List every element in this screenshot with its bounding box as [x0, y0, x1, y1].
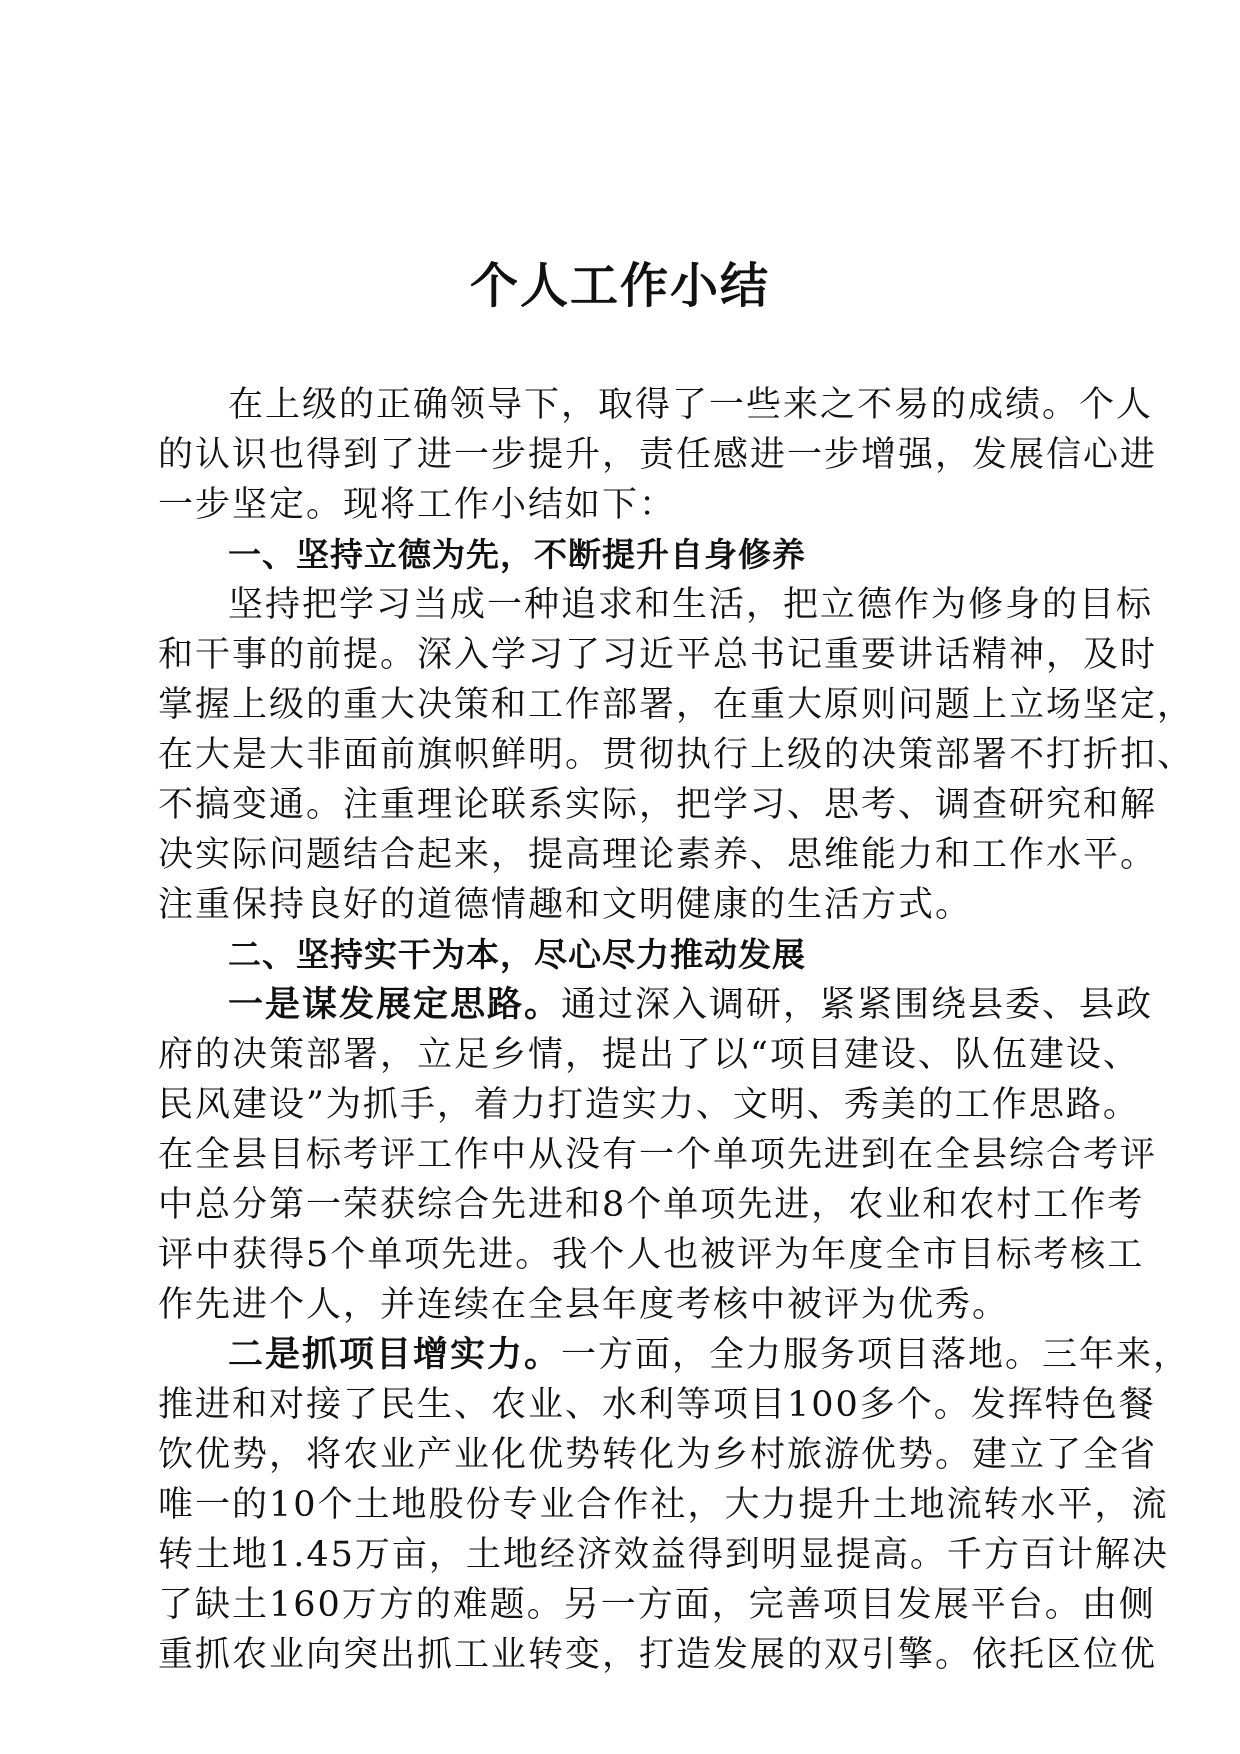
paragraph-line: 唯一的10个土地股份专业合作社，大力提升土地流转水平，流 — [158, 1485, 1169, 1525]
paragraph-line: 不搞变通。注重理论联系实际，把学习、思考、调查研究和解 — [158, 785, 1158, 825]
intro-line: 在上级的正确领导下，取得了一些来之不易的成绩。个人 — [228, 385, 1154, 425]
section-heading: 一、坚持立德为先，不断提升自身修养 — [228, 535, 806, 574]
paragraph-line: 府的决策部署，立足乡情，提出了以“项目建设、队伍建设、 — [158, 1035, 1140, 1075]
paragraph-lead: 二是抓项目增实力。 — [228, 1334, 562, 1375]
paragraph-line: 在大是大非面前旗帜鲜明。贯彻执行上级的决策部署不打折扣、 — [158, 735, 1195, 775]
paragraph-line: 了缺土160万方的难题。另一方面，完善项目发展平台。由侧 — [158, 1585, 1156, 1625]
intro-line: 的认识也得到了进一步提升，责任感进一步增强，发展信心进 — [158, 435, 1158, 475]
paragraph-text: 通过深入调研，紧紧围绕县委、县政 — [561, 985, 1154, 1025]
paragraph-line — [158, 980, 1154, 1030]
paragraph-text: 一方面，全力服务项目落地。三年来， — [561, 1335, 1191, 1375]
intro-line: 一步坚定。现将工作小结如下： — [158, 485, 677, 525]
paragraph-line: 重抓农业向突出抓工业转变，打造发展的双引擎。依托区位优 — [158, 1635, 1158, 1675]
paragraph-line: 在全县目标考评工作中从没有一个单项先进到在全县综合考评 — [158, 1135, 1158, 1175]
paragraph-line: 决实际问题结合起来，提高理论素养、思维能力和工作水平。 — [158, 835, 1158, 875]
section-heading: 二、坚持实干为本，尽心尽力推动发展 — [228, 935, 806, 974]
paragraph-line: 和干事的前提。深入学习了习近平总书记重要讲话精神，及时 — [158, 635, 1158, 675]
paragraph-line — [158, 1330, 1191, 1380]
paragraph-line: 推进和对接了民生、农业、水利等项目100多个。发挥特色餐 — [158, 1385, 1156, 1425]
paragraph-line: 民风建设”为抓手，着力打造实力、文明、秀美的工作思路。 — [158, 1085, 1140, 1125]
document-body — [158, 380, 1195, 1680]
paragraph-line: 作先进个人，并连续在全县年度考核中被评为优秀。 — [158, 1285, 1010, 1325]
paragraph-line: 转土地1.45万亩，土地经济效益得到明显提高。千方百计解决 — [158, 1535, 1169, 1575]
paragraph-line: 评中获得5个单项先进。我个人也被评为年度全市目标考核工 — [158, 1235, 1145, 1275]
paragraph-lead: 一是谋发展定思路。 — [228, 984, 562, 1025]
document-title: 个人工作小结 — [469, 258, 770, 314]
paragraph-line: 掌握上级的重大决策和工作部署，在重大原则问题上立场坚定， — [158, 685, 1195, 725]
paragraph-line: 坚持把学习当成一种追求和生活，把立德作为修身的目标 — [228, 585, 1154, 625]
paragraph-line: 饮优势，将农业产业化优势转化为乡村旅游优势。建立了全省 — [158, 1435, 1158, 1475]
paragraph-line: 注重保持良好的道德情趣和文明健康的生活方式。 — [158, 885, 973, 925]
paragraph-line: 中总分第一荣获综合先进和8个单项先进，农业和农村工作考 — [158, 1185, 1145, 1225]
